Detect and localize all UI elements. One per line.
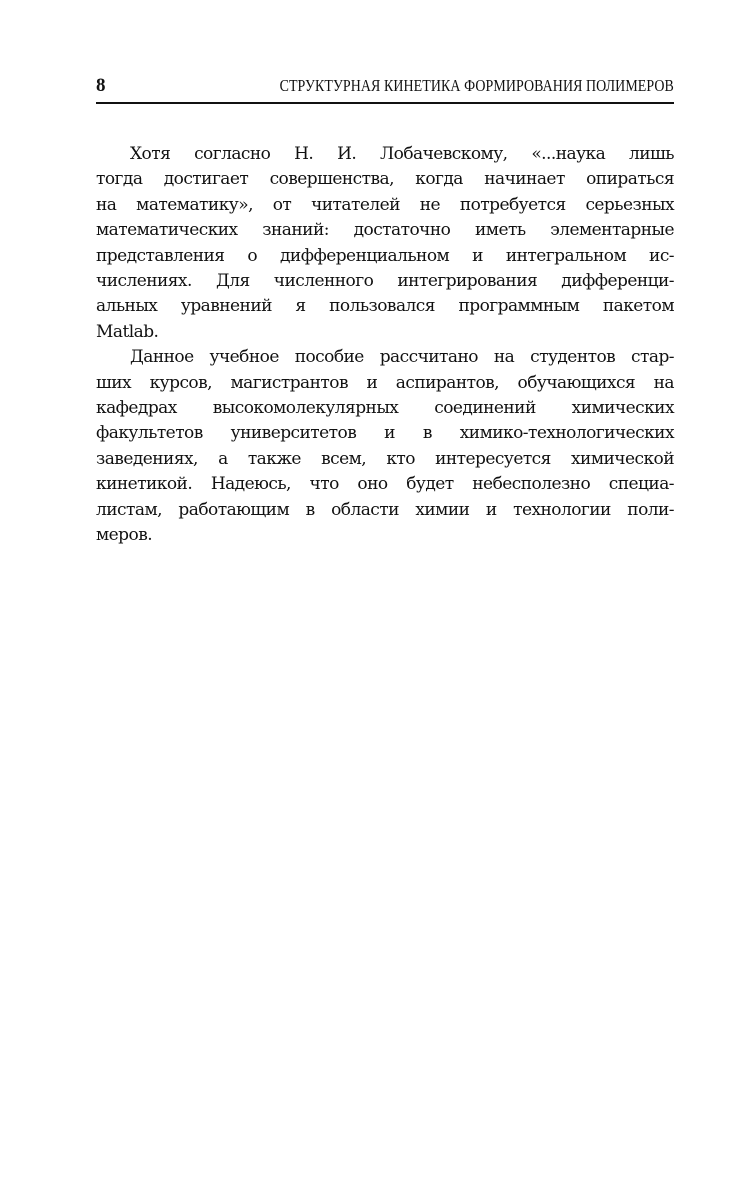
paragraph-line: Данное учебное пособие рассчитано на студентов стар- [130, 347, 674, 368]
paragraph-line: ших курсов, магистрантов и аспирантов, обучающихся на [96, 372, 674, 393]
paragraph-line: тогда достигает совершенства, когда начинает опираться [96, 169, 674, 190]
paragraph-line: меров. [96, 525, 153, 546]
body-text [96, 142, 674, 549]
page-number: 8 [96, 75, 106, 96]
paragraph-1 [96, 142, 674, 345]
paragraph-line: листам, работающим в области химии и технологии поли- [96, 499, 674, 520]
paragraph-line: на математику», от читателей не потребуется серьезных [96, 194, 674, 215]
paragraph-line: кафедрах высокомолекулярных соединений химических [96, 398, 674, 419]
paragraph-line: Matlab. [96, 321, 159, 342]
running-title: СТРУКТУРНАЯ КИНЕТИКА ФОРМИРОВАНИЯ ПОЛИМЕРОВ [279, 76, 674, 95]
paragraph-line: заведениях, а также всем, кто интересуется химической [96, 448, 674, 469]
paragraph-line: кинетикой. Надеюсь, что оно будет небесполезно специа- [96, 474, 674, 495]
paragraph-line: математических знаний: достаточно иметь элементарные [96, 220, 674, 241]
paragraph-line: представления о дифференциальном и интегральном ис- [96, 245, 674, 266]
running-header [96, 74, 674, 98]
header-rule [96, 102, 674, 104]
paragraph-line: альных уравнений я пользовался программным пакетом [96, 296, 674, 317]
paragraph-2 [96, 345, 674, 548]
paragraph-line: Хотя согласно Н. И. Лобачевскому, «...наука лишь [130, 144, 674, 164]
paragraph-line: факультетов университетов и в химико-технологических [96, 423, 674, 444]
paragraph-line: числениях. Для численного интегрирования дифференци- [96, 271, 674, 292]
